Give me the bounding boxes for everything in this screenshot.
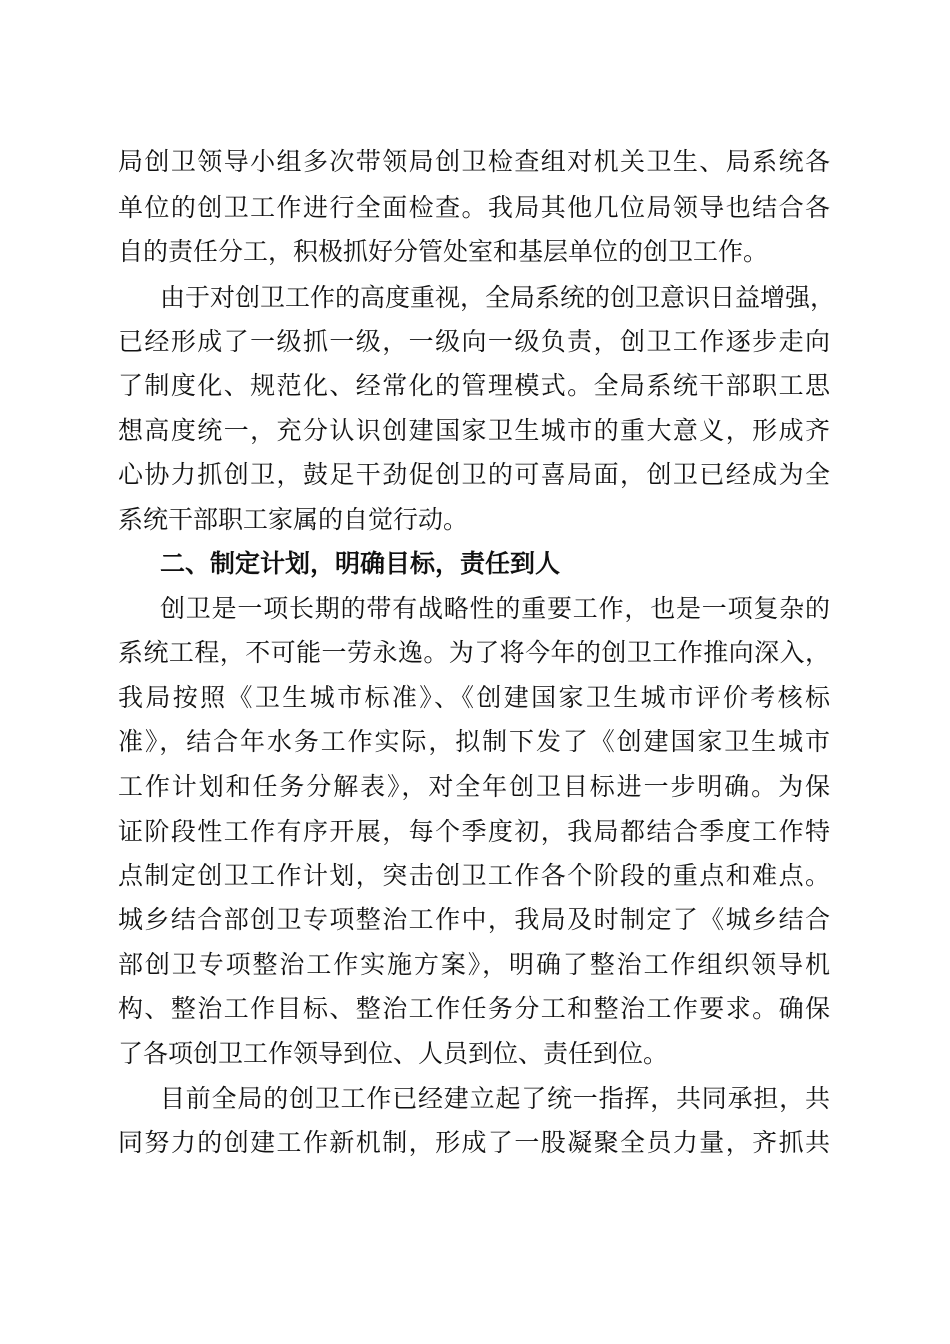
paragraph-1-line-1: 局创卫领导小组多次带领局创卫检查组对机关卫生、局系统各 xyxy=(118,147,830,176)
paragraph-4-line-1: 目前全局的创卫工作已经建立起了统一指挥，共同承担，共 xyxy=(160,1084,830,1113)
paragraph-2-line-5: 心协力抓创卫，鼓足干劲促创卫的可喜局面，创卫已经成为全 xyxy=(118,460,830,489)
paragraph-3-line-3: 我局按照《卫生城市标准》、《创建国家卫生城市评价考核标 xyxy=(118,683,830,712)
paragraph-3-line-10: 构、整治工作目标、整治工作任务分工和整治工作要求。确保 xyxy=(118,994,830,1023)
paragraph-2-line-4: 想高度统一，充分认识创建国家卫生城市的重大意义，形成齐 xyxy=(118,416,830,445)
paragraph-4-line-2: 同努力的创建工作新机制，形成了一股凝聚全员力量，齐抓共 xyxy=(118,1128,830,1157)
paragraph-3-line-11: 了各项创卫工作领导到位、人员到位、责任到位。 xyxy=(118,1039,669,1068)
paragraph-2-line-3: 了制度化、规范化、经常化的管理模式。全局系统干部职工思 xyxy=(118,371,830,400)
paragraph-3-line-2: 系统工程，不可能一劳永逸。为了将今年的创卫工作推向深入， xyxy=(118,638,830,667)
paragraph-2-line-2: 已经形成了一级抓一级，一级向一级负责，创卫工作逐步走向 xyxy=(118,327,830,356)
paragraph-1-line-3: 自的责任分工，积极抓好分管处室和基层单位的创卫工作。 xyxy=(118,237,769,266)
paragraph-3-line-1: 创卫是一项长期的带有战略性的重要工作，也是一项复杂的 xyxy=(160,594,830,623)
paragraph-3-line-6: 证阶段性工作有序开展，每个季度初，我局都结合季度工作特 xyxy=(118,817,830,846)
paragraph-3-line-5: 工作计划和任务分解表》，对全年创卫目标进一步明确。为保 xyxy=(118,772,830,801)
paragraph-1-line-2: 单位的创卫工作进行全面检查。我局其他几位局领导也结合各 xyxy=(118,193,830,222)
section-heading-2: 二、制定计划，明确目标，责任到人 xyxy=(160,549,561,578)
paragraph-3-line-9: 部创卫专项整治工作实施方案》，明确了整治工作组织领导机 xyxy=(118,950,830,979)
paragraph-3-line-4: 准》，结合年水务工作实际，拟制下发了《创建国家卫生城市 xyxy=(118,727,830,756)
paragraph-3-line-7: 点制定创卫工作计划，突击创卫工作各个阶段的重点和难点。 xyxy=(118,861,830,890)
paragraph-3-line-8: 城乡结合部创卫专项整治工作中，我局及时制定了《城乡结合 xyxy=(118,905,830,934)
paragraph-2-line-1: 由于对创卫工作的高度重视，全局系统的创卫意识日益增强， xyxy=(160,283,836,312)
paragraph-2-line-6: 系统干部职工家属的自觉行动。 xyxy=(118,505,469,534)
